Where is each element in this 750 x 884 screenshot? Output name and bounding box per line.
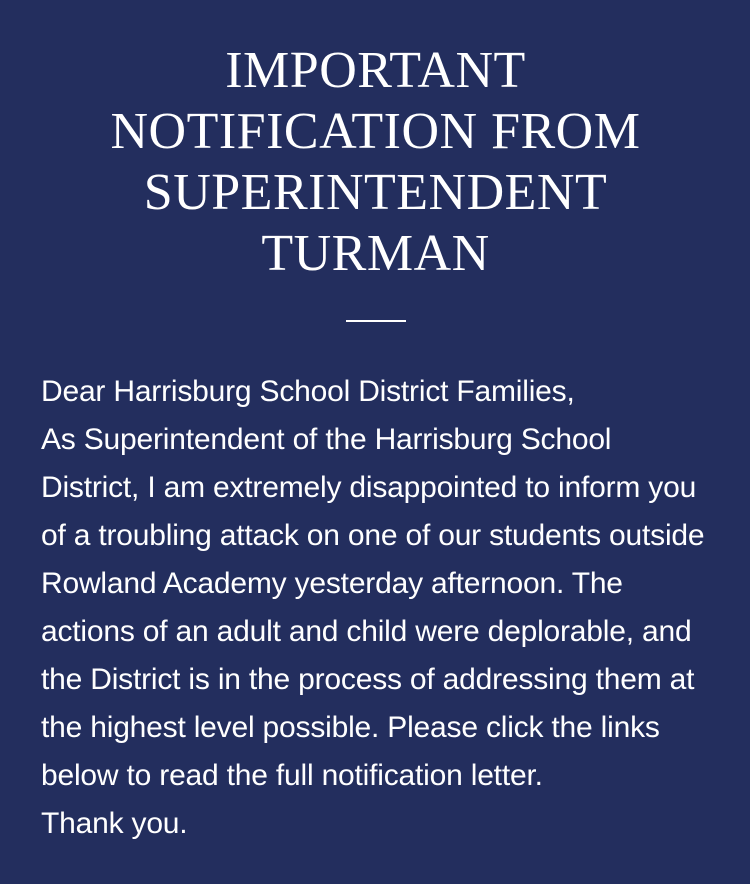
notification-body	[41, 368, 710, 848]
title-divider	[346, 320, 406, 322]
notification-title: IMPORTANT NOTIFICATION FROM SUPERINTENDENT TURMAN	[110, 42, 641, 282]
closing-text: Thank you.	[41, 807, 188, 840]
greeting-text: Dear Harrisburg School District Families,	[41, 375, 575, 408]
message-text: As Superintendent of the Harrisburg School District, I am extremely disappointed to inform you of a troubling attack on one of our students outside Rowland Academy yesterday afternoon. The actions of an adult and child were deplorable, and the District is in the process of addressing them at the highest level possible. Please click the links below to read the full notification letter.	[41, 423, 705, 792]
